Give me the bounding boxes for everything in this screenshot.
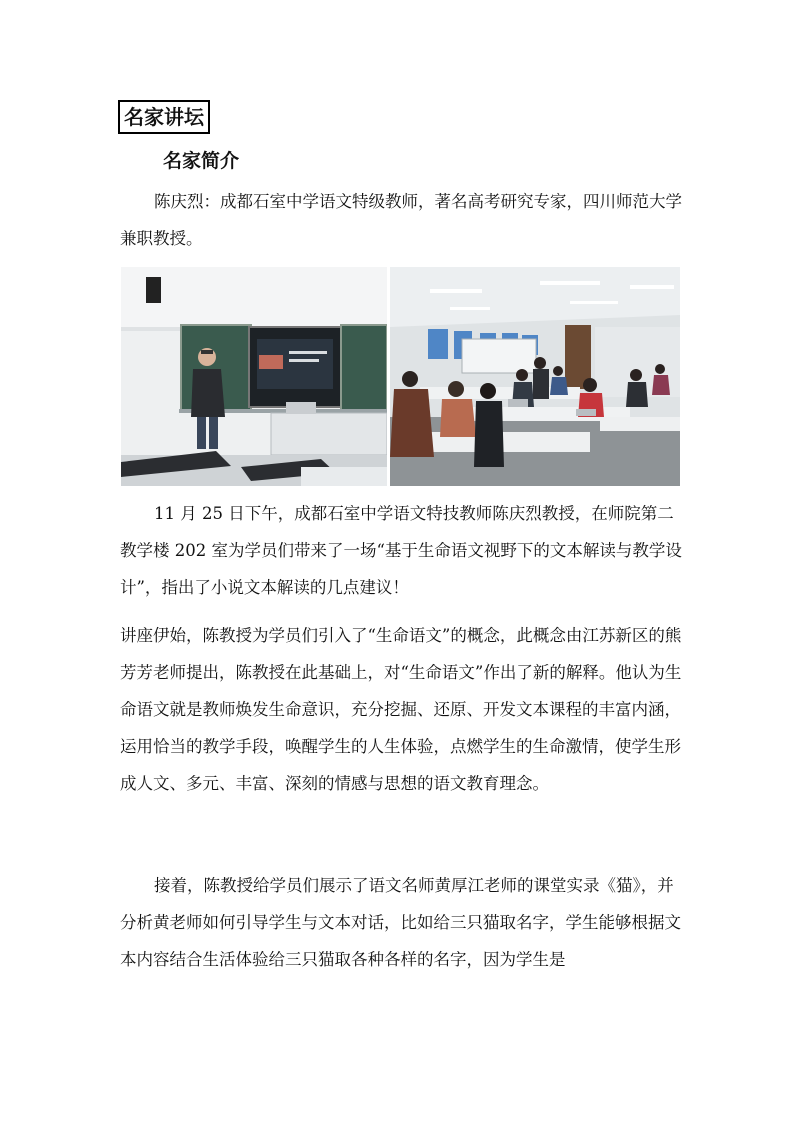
intro-paragraph: 陈庆烈：成都石室中学语文特级教师，著名高考研究专家，四川师范大学兼职教授。 [120, 192, 682, 248]
paragraph-cat-lesson: 接着，陈教授给学员们展示了语文名师黄厚江老师的课堂实录《猫》，并分析黄老师如何引导学生与文本对话，比如给三只猫取名字，学生能够根据文本内容结合生活体验给三只猫取各种各样的名字，因为学生是 [120, 876, 681, 969]
classroom-photo-illustration [390, 267, 680, 486]
classroom-photo [390, 267, 680, 486]
section-title: 名家讲坛 [118, 100, 210, 134]
lecturer-photo [121, 267, 387, 486]
subheading: 名家简介 [163, 150, 240, 172]
paragraph-life-chinese-concept: 讲座伊始，陈教授为学员们引入了“生命语文”的概念，此概念由江苏新区的熊芳芳老师提出，陈教授在此基础上，对“生命语文”作出了新的解释。他认为生命语文就是教师焕发生命意识，充分挖掘、还原、开发文本课程的丰富内涵，运用恰当的教学手段，唤醒学生的人生体验，点燃学生的生命激情，使学生形成人文、多元、丰富、深刻的情感与思想的语文教育理念。 [120, 626, 682, 793]
lecturer-photo-illustration [121, 267, 387, 486]
paragraph-lecture-intro: 11 月 25 日下午，成都石室中学语文特技教师陈庆烈教授，在师院第二教学楼 202 室为学员们带来了一场“基于生命语文视野下的文本解读与教学设计”，指出了小说文本解读的几点建议！ [120, 504, 682, 597]
